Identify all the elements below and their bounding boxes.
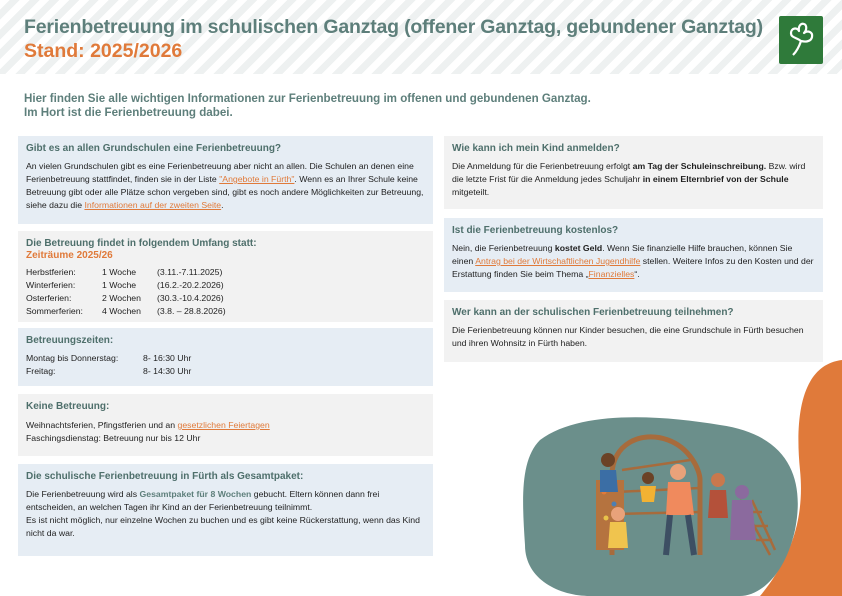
ferien-duration: 2 Wochen [102,293,141,303]
gesamtpaket-highlight: Gesamtpaket für 8 Wochen [139,489,252,499]
box-zeiten-heading: Betreuungszeiten: [26,335,114,346]
box-teilnehmen-text: Die Ferienbetreuung können nur Kinder besuchen, die eine Grundschule in Fürth besuchen und ihren Wohnsitz in Fürth haben. [452,325,804,348]
zeiten-time: 8- 14:30 Uhr [143,366,192,376]
ferien-dates: (3.8. – 28.8.2026) [157,306,226,316]
ferien-duration: 1 Woche [102,280,137,290]
zeiten-days: Montag bis Donnerstag: [26,353,119,363]
box-grundschulen-text [26,160,425,212]
text-segment: “. [634,269,640,279]
box-kosten-heading: Ist die Ferienbetreuung kostenlos? [452,225,619,236]
box-zeiten [18,328,433,386]
text-bold: in einem Elternbrief von der Schule [642,174,789,184]
box-teilnehmen [444,300,823,362]
ferien-dates: (16.2.-20.2.2026) [157,280,224,290]
ferien-name: Osterferien: [26,293,72,303]
link-feiertage[interactable]: gesetzlichen Feiertagen [177,420,270,430]
ferien-name: Winterferien: [26,280,76,290]
ferien-table [26,266,226,318]
text-segment: . [221,200,224,210]
box-umfang-subheading: Zeiträume 2025/26 [26,250,113,261]
ferien-dates: (3.11.-7.11.2025) [157,267,223,277]
box-keine-heading: Keine Betreuung: [26,401,110,412]
text-segment: Bzw. wird die letzte Frist für die Anmeldung jedes Schuljahr [452,161,806,184]
box-gesamtpaket [18,464,433,556]
box-umfang [18,231,433,322]
box-grundschulen-heading: Gibt es an allen Grundschulen eine Ferienbetreuung? [26,143,282,154]
text-segment: . Wenn es an Ihrer Schule keine Betreuung gibt oder alle Plätze schon vergeben sind, gibt es noch andere Möglichkeiten zur Betreuung, siehe dazu die [26,174,424,210]
box-anmelden-heading: Wie kann ich mein Kind anmelden? [452,143,620,154]
text-segment: mitgeteilt. [452,187,490,197]
text-segment: Die Ferienbetreuung wird als [26,489,140,499]
table-row [26,352,191,365]
box-anmelden [444,136,823,209]
box-keine-line1 [26,419,425,432]
text-segment: gebucht. Eltern können dann frei entscheiden, an welchen Tagen ihr Kind an der Ferienbetreuung teilnimmt. [26,489,380,512]
ferien-duration: 1 Woche [102,267,137,277]
text-segment: Weihnachtsferien, Pfingstferien und an [26,420,178,430]
table-row [26,266,226,279]
box-gesamt-text3: Es ist nicht möglich, nur einzelne Wochen zu buchen und es gibt keine Rückerstattung, wenn das Kind nicht da war. [26,515,420,538]
box-keine-betreuung [18,394,433,456]
link-antrag-jugendhilfe[interactable]: Antrag bei der Wirtschaftlichen Jugendhilfe [475,256,641,266]
intro-line-2: Im Hort ist die Ferienbetreuung dabei. [24,106,233,119]
table-row [26,365,191,378]
ferien-duration: 4 Wochen [102,306,141,316]
table-row [26,279,226,292]
text-bold: am Tag der Schuleinschreibung. [632,161,767,171]
box-umfang-heading: Die Betreuung findet in folgendem Umfang statt: [26,238,257,249]
link-angebote-fuerth[interactable]: "Angebote in Fürth" [219,174,295,184]
zeiten-table [26,352,191,378]
table-row [26,292,226,305]
box-gesamt-heading: Die schulische Ferienbetreuung in Fürth als Gesamtpaket: [26,471,304,482]
box-grundschulen [18,136,433,224]
text-segment: stellen. Weitere Infos zu den Kosten und der Erstattung finden Sie beim Thema „ [452,256,814,279]
page-title: Ferienbetreuung im schulischen Ganztag (offener Ganztag, gebundener Ganztag) [24,16,763,38]
zeiten-time: 8- 16:30 Uhr [143,353,192,363]
box-gesamt-text1 [26,488,425,514]
link-zweite-seite[interactable]: Informationen auf der zweiten Seite [84,200,222,210]
box-teilnehmen-heading: Wer kann an der schulischen Ferienbetreuung teilnehmen? [452,307,734,318]
text-segment: An vielen Grundschulen gibt es eine Ferienbetreuung aber nicht an allen. Die Schulen an denen eine Ferienbetreuung stattfindet, finden sie in der Liste [26,161,414,184]
text-segment: Nein, die Ferienbetreuung [452,243,555,253]
table-row [26,305,226,318]
box-kosten-text [452,242,815,281]
ferien-name: Sommerferien: [26,306,83,316]
text-bold: kostet Geld [554,243,603,253]
ferien-name: Herbstferien: [26,267,76,277]
ferien-dates: (30.3.-10.4.2026) [157,293,224,303]
text-segment: . Wenn Sie finanzielle Hilfe brauchen, können Sie einen [452,243,793,266]
link-finanzielles[interactable]: Finanzielles [588,269,635,279]
intro-line-1: Hier finden Sie alle wichtigen Informationen zur Ferienbetreuung im offenen und gebundenen Ganztag. [24,92,591,105]
zeiten-days: Freitag: [26,366,56,376]
text-segment: Die Anmeldung für die Ferienbetreuung erfolgt [452,161,633,171]
page-subtitle: Stand: 2025/2026 [24,40,183,62]
box-kosten [444,218,823,292]
box-keine-line2: Faschingsdienstag: Betreuung nur bis 12 Uhr [26,433,201,443]
box-anmelden-text [452,160,815,199]
